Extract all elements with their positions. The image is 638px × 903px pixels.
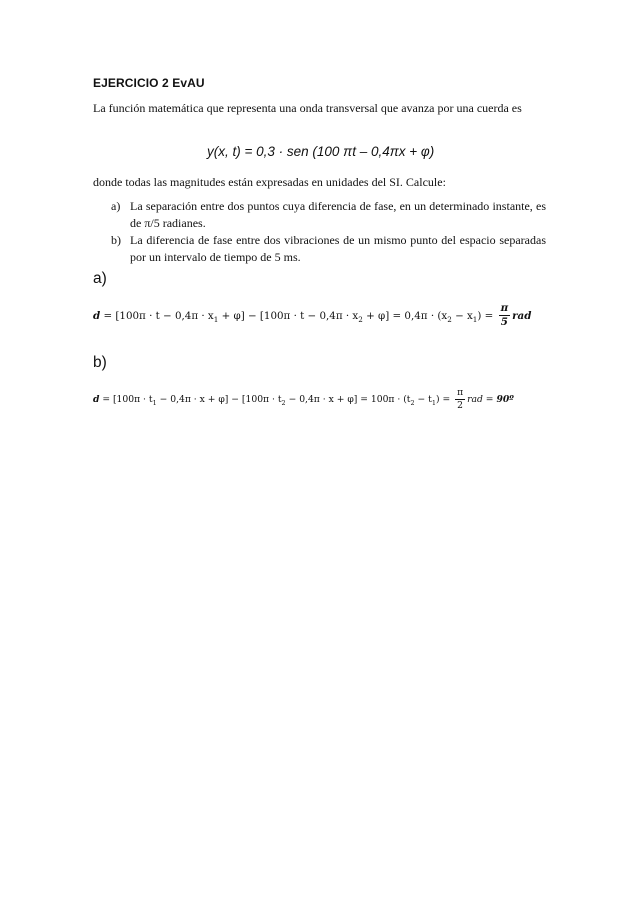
formula-subscript: 1	[472, 314, 478, 324]
formula-subscript: 1	[152, 399, 157, 408]
question-item-b	[93, 232, 546, 266]
formula-part: − 0,4π · x + φ] = 100π · (t	[285, 394, 411, 406]
fraction	[499, 303, 511, 329]
formula-unit: rad	[512, 309, 532, 322]
question-marker: a)	[111, 199, 121, 213]
formula-part: = [100π · t	[99, 394, 153, 406]
answer-formula-a	[93, 303, 531, 329]
answer-label-b: b)	[93, 354, 107, 371]
formula-part: − t	[414, 394, 432, 406]
formula-part: + φ] − [100π · t − 0,4π · x	[218, 309, 359, 322]
formula-lhs: d	[93, 309, 101, 322]
answer-label-a: a)	[93, 270, 107, 287]
question-item-a	[93, 198, 546, 232]
fraction-numerator: π	[455, 388, 465, 400]
formula-part: ) =	[435, 394, 454, 406]
formula-subscript: 1	[213, 314, 219, 324]
formula-lhs: d	[93, 394, 100, 406]
formula-unit: rad	[467, 394, 483, 406]
formula-subscript: 2	[281, 399, 286, 408]
formula-part: + φ] = 0,4π · (x	[362, 309, 448, 322]
formula-subscript: 2	[410, 399, 415, 408]
formula-part: =	[482, 394, 497, 406]
question-text: La diferencia de fase entre dos vibraciones de un mismo punto del espacio separadas por un intervalo de tiempo de 5 ms.	[130, 233, 546, 264]
formula-part: = [100π · t − 0,4π · x	[100, 309, 214, 322]
units-statement: donde todas las magnitudes están expresadas en unidades del SI. Calcule:	[93, 175, 446, 189]
formula-part: ) =	[477, 309, 497, 322]
exercise-title: EJERCICIO 2 EvAU	[93, 76, 205, 90]
question-list	[93, 198, 546, 266]
formula-part: − 0,4π · x + φ] − [100π · t	[156, 394, 282, 406]
fraction	[455, 388, 465, 411]
fraction-numerator: π	[499, 303, 511, 316]
question-marker: b)	[111, 233, 121, 247]
formula-subscript: 2	[447, 314, 452, 324]
formula-subscript: 2	[358, 314, 363, 324]
formula-part: − x	[451, 309, 473, 322]
wave-equation: y(x, t) = 0,3 · sen (100 πt – 0,4πx + φ)	[207, 144, 435, 159]
fraction-denominator: 5	[500, 316, 508, 329]
fraction-denominator: 2	[457, 400, 464, 412]
formula-result: 90º	[496, 394, 514, 406]
formula-subscript: 1	[431, 399, 436, 408]
answer-formula-b	[93, 388, 514, 411]
question-text: La separación entre dos puntos cuya diferencia de fase, en un determinado instante, es de π/5 radianes.	[130, 199, 546, 230]
intro-paragraph: La función matemática que representa una onda transversal que avanza por una cuerda es	[93, 101, 522, 115]
